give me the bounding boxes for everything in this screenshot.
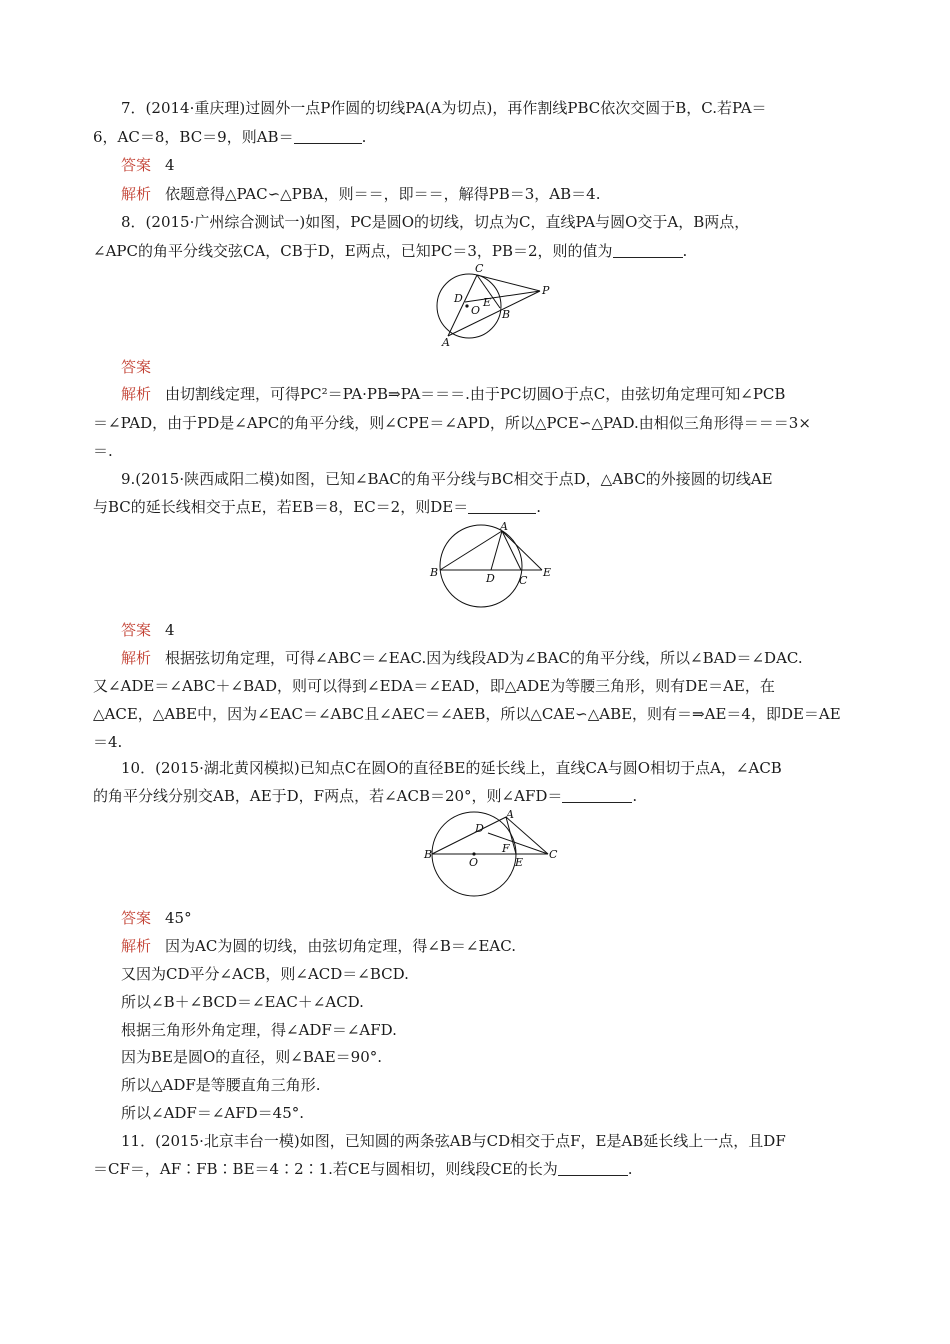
- q10-line-1: 10．(2015·湖北黄冈模拟)已知点C在圆O的直径BE的延长线上，直线CA与圆O相切于点A，∠ACB: [121, 759, 782, 777]
- q10-explanation-6: 所以△ADF是等腰直角三角形.: [121, 1076, 321, 1094]
- answer-blank: [613, 243, 683, 258]
- q7-line-2-text: 6，AC＝8，BC＝9，则AB＝: [93, 128, 294, 146]
- label-c: C: [549, 848, 558, 861]
- label-a: A: [442, 336, 450, 349]
- q9-explanation-3: △ACE，△ABE中，因为∠EAC＝∠ABC且∠AEC＝∠AEB，所以△CAE∽△ABE，则有＝⇒AE＝4，即DE＝AE: [93, 705, 841, 723]
- answer-value: 4: [165, 156, 175, 174]
- center-point: [465, 304, 468, 307]
- answer-value: 45°: [165, 909, 192, 927]
- explanation-label: 解析: [121, 937, 152, 955]
- q8-line-2-text: ∠APC的角平分线交弦CA，CB于D，E两点，已知PC＝3，PB＝2，则的值为: [93, 242, 613, 260]
- label-o: O: [469, 856, 479, 869]
- explanation-text: 因为AC为圆的切线，由弦切角定理，得∠B＝∠EAC.: [165, 937, 516, 955]
- q10-line-2-text: 的角平分线分别交AB，AE于D，F两点，若∠ACB＝20°，则∠AFD＝: [93, 787, 563, 805]
- circle-o: [437, 274, 501, 338]
- q10-explanation-4: 根据三角形外角定理，得∠ADF＝∠AFD.: [121, 1021, 397, 1039]
- label-a: A: [506, 810, 514, 821]
- label-c: C: [519, 574, 528, 587]
- q7-line-2-end: .: [361, 128, 367, 146]
- label-p: P: [542, 284, 550, 297]
- answer-label: 答案: [121, 358, 152, 376]
- q9-explanation-1: [121, 648, 803, 668]
- label-b: B: [430, 566, 439, 579]
- q10-explanation-5: 因为BE是圆O的直径，则∠BAE＝90°.: [121, 1048, 382, 1066]
- q10-answer: [121, 908, 192, 928]
- label-d: D: [454, 292, 463, 305]
- label-d: D: [475, 822, 484, 835]
- q7-line-2: [93, 127, 366, 147]
- bisector-cd: [488, 833, 548, 854]
- label-f: F: [502, 842, 510, 855]
- explanation-text: 由切割线定理，可得PC²＝PA·PB⇒PA＝＝＝.由于PC切圆O于点C，由弦切角定理可知∠PCB: [165, 385, 786, 403]
- explanation-text: 依题意得△PAC∽△PBA，则＝＝，即＝＝，解得PB＝3，AB＝4.: [165, 185, 601, 203]
- q11-line-1: 11．(2015·北京丰台一模)如图，已知圆的两条弦AB与CD相交于点F，E是AB延长线上一点，且DF: [121, 1132, 786, 1150]
- q10-explanation-1: [121, 936, 516, 956]
- explanation-label: 解析: [121, 185, 152, 203]
- q8-explanation-3: ＝.: [93, 442, 113, 460]
- answer-label: 答案: [121, 156, 152, 174]
- q10-explanation-2: 又因为CD平分∠ACB，则∠ACD＝∠BCD.: [121, 965, 409, 983]
- q10-figure: [422, 810, 562, 898]
- q7-line-1: 7．(2014·重庆理)过圆外一点P作圆的切线PA(A为切点)，再作割线PBC依次交圆于B，C.若PA＝: [121, 99, 767, 117]
- tangent-ac: [506, 817, 548, 854]
- answer-label: 答案: [121, 909, 152, 927]
- q9-line-2-end: .: [536, 498, 541, 516]
- q8-figure: [428, 262, 562, 350]
- answer-blank: [294, 129, 362, 144]
- label-e: E: [483, 296, 492, 309]
- explanation-label: 解析: [121, 649, 152, 667]
- label-b: B: [424, 848, 433, 861]
- answer-blank: [558, 1161, 628, 1176]
- q9-answer: [121, 620, 175, 640]
- label-c: C: [475, 262, 484, 275]
- q8-line-2-end: .: [682, 242, 688, 260]
- answer-value: 4: [165, 621, 175, 639]
- q7-answer: [121, 155, 175, 175]
- answer-blank: [562, 788, 632, 803]
- q11-line-2: [93, 1159, 633, 1179]
- label-o: O: [471, 304, 481, 317]
- label-d: D: [486, 572, 495, 585]
- circumcircle: [440, 525, 522, 607]
- q8-answer: [121, 357, 165, 377]
- q8-explanation-1: [121, 384, 785, 404]
- label-e: E: [543, 566, 552, 579]
- label-a: A: [500, 522, 508, 533]
- q8-line-1: 8．(2015·广州综合测试一)如图，PC是圆O的切线，切点为C，直线PA与圆O交于A，B两点，: [121, 213, 750, 231]
- side-ac: [502, 531, 521, 570]
- q11-line-2-text: ＝CF＝，AF∶FB∶BE＝4∶2∶1.若CE与圆相切，则线段CE的长为: [93, 1160, 558, 1178]
- q9-explanation-2: 又∠ADE＝∠ABC＋∠BAD，则可以得到∠EDA＝∠EAD，即△ADE为等腰三角形，则有DE＝AE，在: [93, 677, 775, 695]
- q9-line-1: 9.(2015·陕西咸阳二模)如图，已知∠BAC的角平分线与BC相交于点D，△ABC的外接圆的切线AE: [121, 470, 773, 488]
- answer-blank: [468, 499, 536, 514]
- answer-label: 答案: [121, 621, 152, 639]
- q9-line-2-text: 与BC的延长线相交于点E，若EB＝8，EC＝2，则DE＝: [93, 498, 469, 516]
- q11-line-2-end: .: [627, 1160, 633, 1178]
- q9-explanation-4: ＝4.: [93, 733, 123, 751]
- q8-line-2: [93, 241, 687, 261]
- label-b: B: [502, 308, 511, 321]
- label-e: E: [515, 856, 524, 869]
- explanation-text: 根据弦切角定理，可得∠ABC＝∠EAC.因为线段AD为∠BAC的角平分线，所以∠BAD＝∠DAC.: [165, 649, 803, 667]
- q9-figure: [426, 522, 560, 610]
- q10-explanation-7: 所以∠ADF＝∠AFD＝45°.: [121, 1104, 305, 1122]
- q7-explanation: [121, 184, 600, 204]
- q10-line-2-end: .: [632, 787, 638, 805]
- explanation-label: 解析: [121, 385, 152, 403]
- q10-line-2: [93, 786, 637, 806]
- q10-explanation-3: 所以∠B＋∠BCD＝∠EAC＋∠ACD.: [121, 993, 364, 1011]
- q9-line-2: [93, 497, 541, 517]
- q8-explanation-2: ＝∠PAD，由于PD是∠APC的角平分线，则∠CPE＝∠APD，所以△PCE∽△PAD.由相似三角形得＝＝＝3×: [93, 414, 811, 432]
